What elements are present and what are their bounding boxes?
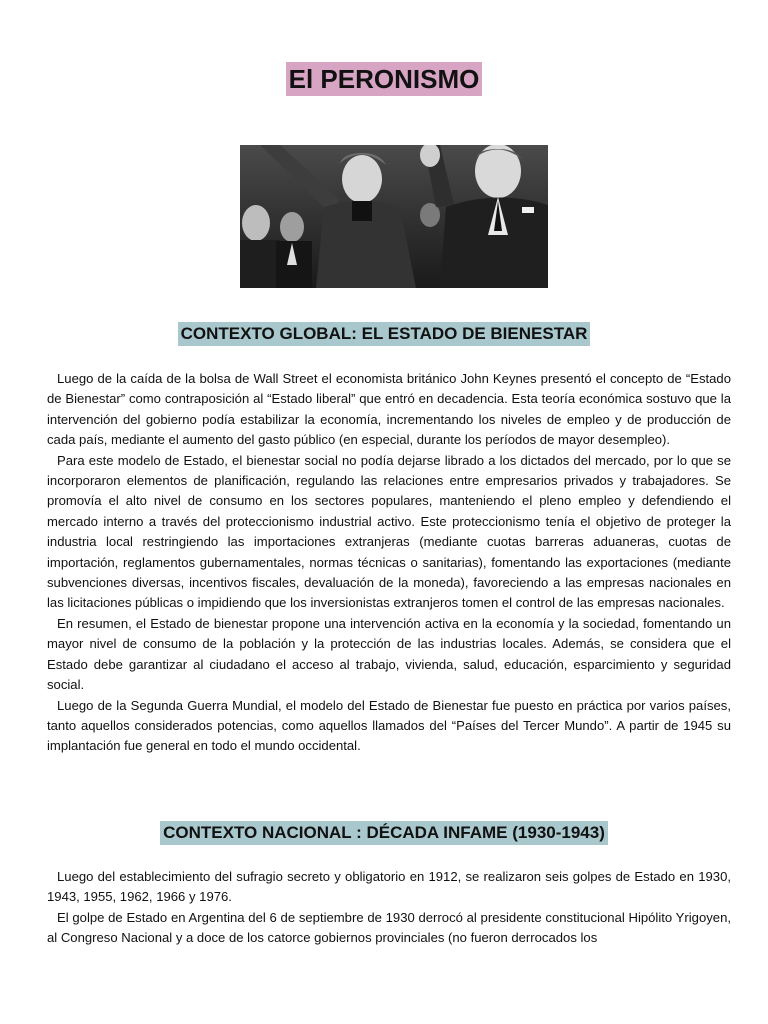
section-heading-global: CONTEXTO GLOBAL: EL ESTADO DE BIENESTAR	[178, 322, 591, 346]
paragraph: Luego de la Segunda Guerra Mundial, el modelo del Estado de Bienestar fue puesto en práctica por varios países, tanto aquellos considerados potencias, como aquellos llamados del “Países del Tercer Mundo”. A partir de 1945 su implantación fue general en todo el mundo occidental.	[47, 697, 731, 754]
paragraph: El golpe de Estado en Argentina del 6 de septiembre de 1930 derrocó al presidente constitucional Hipólito Yrigoyen, al Congreso Nacional y a doce de los catorce gobiernos provinciales (no fueron derrocados los	[47, 909, 731, 946]
section-body-global	[47, 369, 731, 757]
page-title: El PERONISMO	[286, 62, 483, 96]
paragraph: Para este modelo de Estado, el bienestar social no podía dejarse librado a los dictados del mercado, por lo que se incorporaron elementos de planificación, regulando las relaciones entre empresarios privados y trabajadores. Se promovía el alto nivel de consumo en los sectores populares, manteniendo el pleno empleo y defendiendo el mercado interno a través del proteccionismo industrial activo. Este proteccionismo tenía el objetivo de proteger la industria local restringiendo las importaciones extranjeras (mediante cuotas barreras aduaneras, cuotas de importación, reglamentos gubernamentales, normas técnicas o sanitarias), fomentando las exportaciones (mediante subvenciones diversas, incentivos fiscales, devaluación de la moneda), favoreciendo a las empresas nacionales en las licitaciones públicas o impidiendo que los inversionistas extranjeros tomen el control de las empresas nacionales.	[47, 452, 731, 611]
paragraph: En resumen, el Estado de bienestar propone una intervención activa en la economía y la sociedad, fomentando un mayor nivel de consumo de la población y la protección de las industrias locales. Además, se considera que el Estado debe garantizar al ciudadano el acceso al trabajo, vivienda, salud, educación, esparcimiento y seguridad social.	[47, 615, 731, 693]
title-container	[0, 62, 768, 96]
section-heading-container	[0, 821, 768, 845]
paragraph: Luego de la caída de la bolsa de Wall Street el economista británico John Keynes presentó el concepto de “Estado de Bienestar” como contraposición al “Estado liberal” que entró en decadencia. Esta teoría económica sostuvo que la intervención del gobierno podía estabilizar la economía, incrementando los niveles de empleo y de producción de cada país, mediante el aumento del gasto público (en especial, durante los períodos de mayor desempleo).	[47, 371, 731, 448]
photo-illustration	[240, 145, 548, 288]
historical-photo	[240, 145, 548, 288]
section-heading-national: CONTEXTO NACIONAL : DÉCADA INFAME (1930-1943)	[160, 821, 608, 845]
section-heading-container	[0, 322, 768, 346]
paragraph: Luego del establecimiento del sufragio secreto y obligatorio en 1912, se realizaron seis golpes de Estado en 1930, 1943, 1955, 1962, 1966 y 1976.	[47, 869, 731, 905]
section-body-national	[47, 867, 731, 949]
